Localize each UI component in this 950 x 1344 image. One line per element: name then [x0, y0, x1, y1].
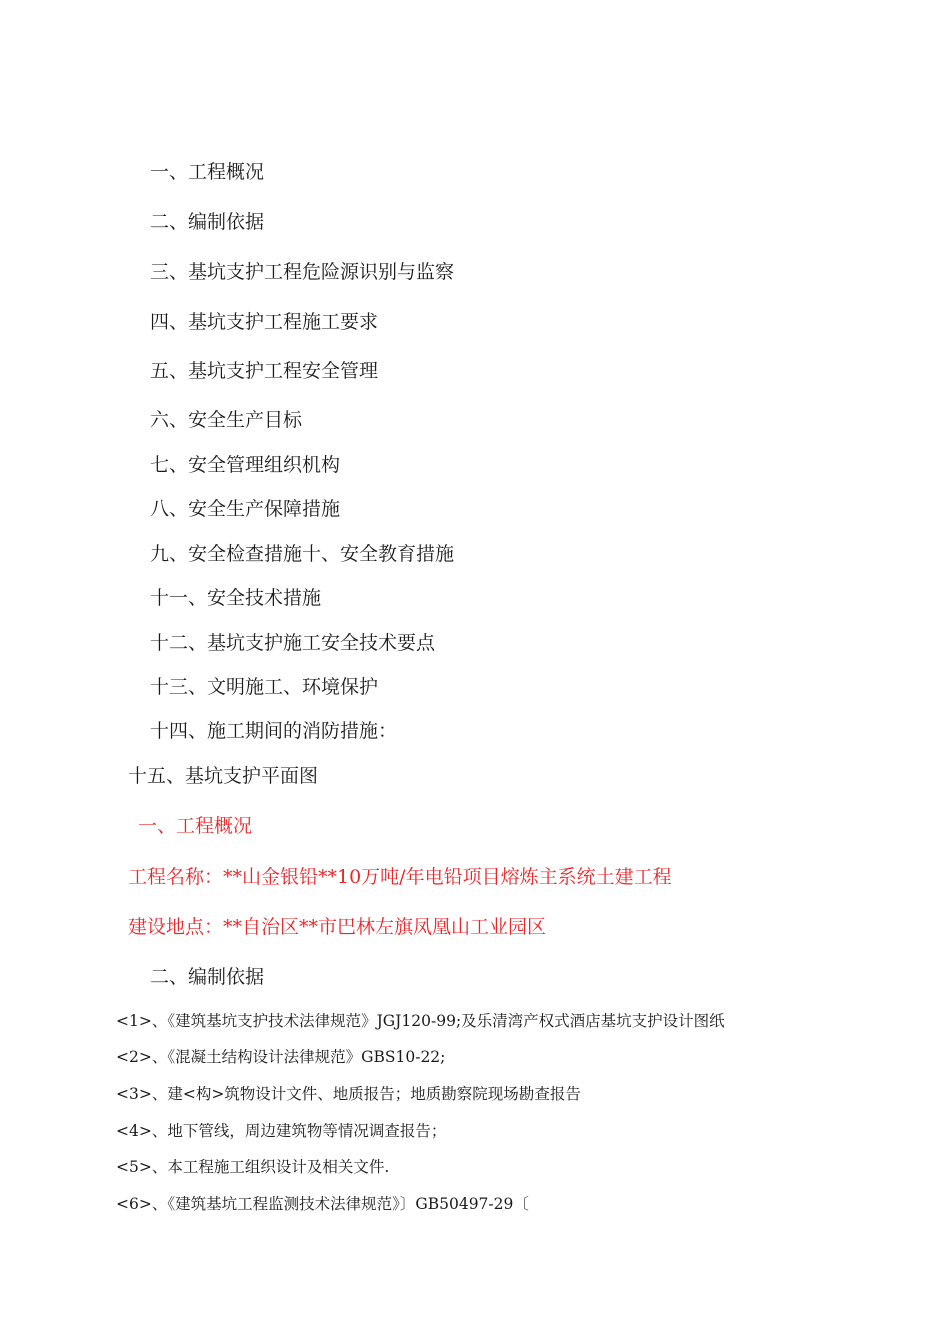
toc-item-8: 八、安全生产保障措施	[150, 498, 341, 520]
section2-heading: 二、编制依据	[150, 966, 265, 988]
toc-item-5: 五、基坑支护工程安全管理	[150, 360, 379, 382]
toc-item-6: 六、安全生产目标	[150, 409, 303, 431]
reference-item-5: <5>、本工程施工组织设计及相关文件.	[116, 1158, 390, 1176]
toc-item-3: 三、基坑支护工程危险源识别与监察	[150, 261, 455, 283]
reference-item-3: <3>、建<构>筑物设计文件、地质报告；地质勘察院现场勘查报告	[116, 1085, 581, 1103]
toc-item-12: 十三、文明施工、环境保护	[150, 676, 379, 698]
toc-item-10: 十一、安全技术措施	[150, 587, 322, 609]
toc-item-4: 四、基坑支护工程施工要求	[150, 311, 379, 333]
toc-item-7: 七、安全管理组织机构	[150, 454, 341, 476]
reference-item-4: <4>、地下管线，周边建筑物等情况调查报告；	[116, 1122, 447, 1140]
toc-item-9: 九、安全检查措施十、安全教育措施	[150, 543, 455, 565]
reference-item-1: <1>、《建筑基坑支护技术法律规范》JGJ120-99;及乐清湾产权式酒店基坑支护设计图纸	[116, 1012, 725, 1030]
reference-item-2: <2>、《混凝土结构设计法律规范》GBS10-22;	[116, 1048, 446, 1066]
toc-item-1: 一、工程概况	[150, 161, 265, 183]
reference-item-6: <6>、《建筑基坑工程监测技术法律规范》〕GB50497-29〔	[116, 1195, 529, 1213]
toc-item-2: 二、编制依据	[150, 211, 265, 233]
section1-heading: 一、工程概况	[138, 815, 253, 837]
toc-item-11: 十二、基坑支护施工安全技术要点	[150, 632, 436, 654]
toc-item-14: 十五、基坑支护平面图	[128, 765, 319, 787]
project-location: 建设地点：**自治区**市巴林左旗凤凰山工业园区	[128, 916, 547, 938]
toc-item-13: 十四、施工期间的消防措施：	[150, 720, 398, 742]
project-name: 工程名称：**山金银铅**10万吨/年电铅项目熔炼主系统土建工程	[128, 866, 672, 888]
